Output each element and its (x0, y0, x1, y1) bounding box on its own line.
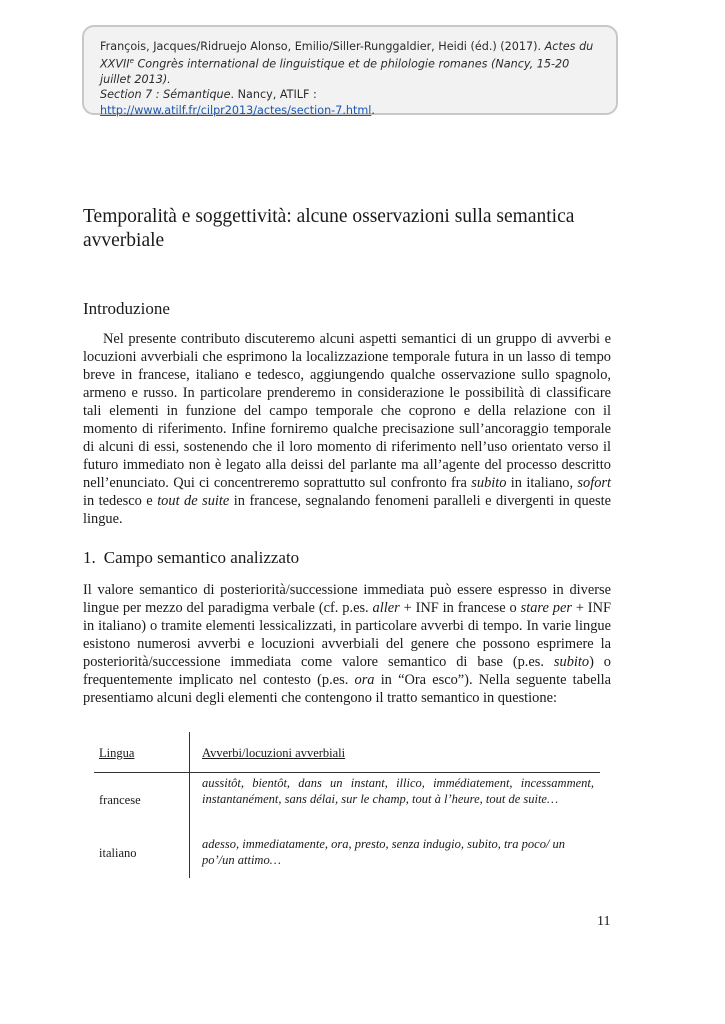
section-title: Campo semantico analizzato (103, 548, 300, 567)
citation-line-3: Section 7 : Sémantique. Nancy, ATILF : (100, 88, 317, 102)
intro-heading: Introduzione (83, 299, 170, 318)
intro-paragraph: Nel presente contributo discuteremo alcuni aspetti semantici di un gruppo di avverbi e locuzioni avverbiali che esprimono la localizzazione temporale futura in un lasso di tempo breve in francese, italiano e tedesco, aggiungendo qualche osservazione sullo spagnolo, armeno e russo. In particolare prenderemo in considerazione le possibilità di classificare tali elementi in funzione del campo temporale che coprono e della relazione con il momento di riferimento. Infine forniremo qualche precisazione sull’ancoraggio temporale di alcuni di essi, sostenendo che il loro momento di riferimento nell’uso orientato verso il futuro immediato non è legato alla deissi del parlante ma all’agente del processo descritto nell’enunciato. Qui ci concentreremo soprattutto sul confronto fra subito in italiano, sofort in tedesco e tout de suite in francese, segnalando fenomeni paralleli e divergenti in queste lingue. (83, 331, 612, 527)
table-column-divider (189, 732, 190, 878)
citation-url-link[interactable]: http://www.atilf.fr/cilpr2013/actes/section-7.html (100, 103, 372, 117)
table-cell-adverbs-francese: aussitôt, bientôt, dans un instant, illico, immédiatement, incessamment, instantanément, sans délai, sur le champ, tout à l’heure, tout de suite… (202, 776, 594, 806)
citation-line-1: François, Jacques/Ridruejo Alonso, Emilio/Siller-Runggaldier, Heidi (éd.) (2017). Actes du (100, 40, 594, 53)
table-header-lingua: Lingua (99, 746, 135, 760)
table-header-rule (94, 772, 600, 773)
section-1-heading (83, 548, 299, 568)
section-1-paragraph: Il valore semantico di posteriorità/successione immediata può essere espresso in diverse lingue per mezzo del paradigma verbale (cf. p.es. aller + INF in francese o stare per + INF in italiano) o tramite elementi lessicalizzati, in particolare avverbi di tempo. In varie lingue esistono numerosi avverbi e locuzioni avverbiali del genere che possono esprimere la posteriorità/successione immediata come valore semantico di base (p.es. subito) o frequentemente implicato nel contesto (p.es. ora in “Ora esco”). Nella seguente tabella presentiamo alcuni degli elementi che contengono il tratto semantico in questione: (83, 582, 611, 706)
section-number: 1. (83, 548, 96, 567)
table-header-avverbi: Avverbi/locuzioni avverbiali (202, 746, 346, 760)
citation-box (82, 25, 618, 115)
table-cell-lang-italiano: italiano (99, 846, 137, 860)
adverbs-table (94, 732, 600, 878)
table-cell-lang-francese: francese (99, 793, 141, 807)
article-title: Temporalità e soggettività: alcune osservazioni sulla semantica avverbiale (83, 206, 575, 251)
table-cell-adverbs-italiano: adesso, immediatamente, ora, presto, senza indugio, subito, tra poco/ un po’/un attimo… (202, 837, 566, 867)
page-number: 11 (597, 914, 611, 929)
citation-line-2: XXVIIe Congrès international de linguistique et de philologie romanes (Nancy, 15-20 juillet 2013). (100, 57, 570, 87)
citation-line-4: http://www.atilf.fr/cilpr2013/actes/section-7.html. (100, 103, 375, 117)
